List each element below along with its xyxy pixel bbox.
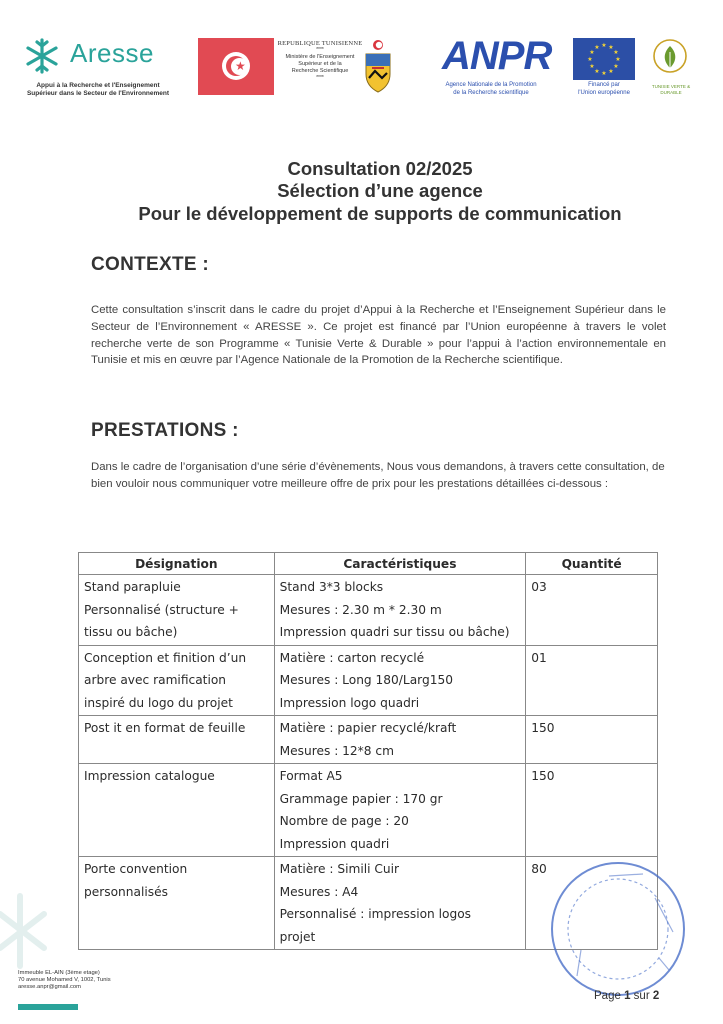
aresse-name: Aresse bbox=[70, 38, 154, 68]
caracteristique-line: Impression logo quadri bbox=[279, 695, 420, 710]
column-header-quantite: Quantité bbox=[526, 553, 658, 575]
ministry-line: Ministère de l'Enseignement bbox=[285, 54, 355, 60]
prestations-heading: PRESTATIONS : bbox=[91, 420, 239, 441]
caracteristique-line: Grammage papier : 170 gr bbox=[279, 791, 443, 806]
caracteristiques-cell bbox=[274, 575, 526, 646]
svg-text:★: ★ bbox=[608, 68, 614, 75]
contexte-paragraph: Cette consultation s’inscrit dans le cadre du projet d’Appui à la Recherche et l’Enseignement Supérieur dans le Secteur de l’Environnement « ARESSE ». Ce projet est financé par l’Union européenne à travers le volet recherche verte de son Programme « Tunisie Verte & Durable » pour l’appui à l’action environnementale en Tunisie et mis en œuvre par l’Agence Nationale de la Promotion de la Recherche scientifique. bbox=[91, 304, 666, 367]
svg-text:★: ★ bbox=[587, 56, 593, 63]
ministry-label bbox=[276, 40, 364, 82]
svg-text:★: ★ bbox=[594, 44, 600, 51]
svg-text:★: ★ bbox=[613, 63, 619, 70]
page-number bbox=[594, 990, 659, 1002]
page-separator: sur bbox=[633, 990, 650, 1002]
caracteristiques-cell bbox=[274, 645, 526, 716]
caracteristique-line: Stand 3*3 blocks bbox=[279, 580, 384, 594]
designation-line: Impression catalogue bbox=[84, 769, 215, 783]
anpr-caption-line: de la Recherche scientifique bbox=[453, 89, 529, 96]
consultation-subject: Sélection d’une agence bbox=[277, 180, 483, 201]
designation-cell bbox=[79, 764, 275, 857]
aresse-tagline bbox=[18, 82, 178, 97]
caracteristique-line: Format A5 bbox=[279, 769, 343, 783]
designation-line: Porte convention bbox=[84, 862, 188, 876]
designation-cell bbox=[79, 716, 275, 764]
designation-line: Post it en format de feuille bbox=[84, 721, 246, 735]
eu-caption-line: l'Union européenne bbox=[578, 89, 630, 96]
caracteristique-line: Personnalisé : impression logos bbox=[279, 907, 472, 921]
contact-email: aresse.anpr@gmail.com bbox=[18, 983, 81, 990]
designation-cell bbox=[79, 645, 275, 716]
official-stamp-icon bbox=[547, 858, 689, 1000]
svg-text:★: ★ bbox=[589, 63, 595, 70]
caracteristique-line: Mesures : 2.30 m * 2.30 m bbox=[279, 602, 442, 617]
quantite-cell: 150 bbox=[526, 764, 658, 857]
caracteristique-line: Mesures : 12*8 cm bbox=[279, 743, 394, 758]
contexte-heading: CONTEXTE : bbox=[91, 254, 210, 275]
caracteristique-line: Matière : Simili Cuir bbox=[279, 862, 400, 876]
caracteristiques-cell bbox=[274, 857, 526, 950]
page-current: 1 bbox=[624, 990, 631, 1002]
svg-text:★: ★ bbox=[601, 42, 607, 49]
designation-line: arbre avec ramification bbox=[84, 673, 227, 687]
designation-line: Stand parapluie bbox=[84, 580, 181, 594]
footer-address bbox=[18, 970, 111, 990]
designation-line: Personnalisé (structure + bbox=[84, 602, 239, 617]
consultation-number: Consultation 02/2025 bbox=[287, 158, 473, 179]
caracteristique-line: Mesures : A4 bbox=[279, 884, 359, 899]
caracteristique-line: projet bbox=[279, 929, 316, 944]
tunisia-flag-icon: ★ bbox=[198, 38, 274, 95]
svg-text:★: ★ bbox=[601, 70, 607, 77]
ministry-line: Recherche Scientifique bbox=[291, 68, 349, 74]
quantite-cell: 01 bbox=[526, 645, 658, 716]
anpr-logo-text: ANPR bbox=[442, 34, 552, 78]
column-header-caracteristiques: Caractéristiques bbox=[274, 553, 526, 575]
eu-flag-icon bbox=[573, 38, 635, 80]
table-row bbox=[79, 764, 658, 857]
address-line: 70 avenue Mohamed V, 1002, Tunis bbox=[18, 976, 111, 983]
designation-cell bbox=[79, 575, 275, 646]
anpr-logo bbox=[432, 34, 550, 100]
caracteristique-line: Nombre de page : 20 bbox=[279, 814, 409, 828]
svg-text:★: ★ bbox=[594, 68, 600, 75]
page-total: 2 bbox=[652, 990, 660, 1002]
column-header-designation: Désignation bbox=[79, 553, 275, 575]
caracteristiques-cell bbox=[274, 764, 526, 857]
eu-caption-line: Financé par bbox=[588, 82, 620, 88]
prestations-paragraph: Dans le cadre de l’organisation d’une série d’évènements, Nous vous demandons, à travers cette consultation, de bien vouloir nous communiquer votre meilleure offre de prix pour les prestations détaillées ci-dessous : bbox=[91, 461, 665, 490]
address-line: Immeuble EL-AIN (3ème etage) bbox=[18, 970, 100, 976]
svg-text:★: ★ bbox=[589, 49, 595, 56]
svg-text:★: ★ bbox=[608, 44, 614, 51]
footer-accent-bar bbox=[18, 1004, 78, 1010]
table-header-row bbox=[79, 553, 658, 575]
anpr-caption bbox=[432, 82, 550, 97]
table-row bbox=[79, 716, 658, 764]
republic-label: REPUBLIQUE TUNISIENNE bbox=[277, 40, 363, 47]
quantite-cell: 80 bbox=[526, 857, 658, 950]
quantite-cell: 150 bbox=[526, 716, 658, 764]
caracteristiques-cell bbox=[274, 716, 526, 764]
ministry-stars: **** bbox=[316, 75, 324, 81]
aresse-snowflake-icon bbox=[22, 36, 62, 76]
table-row bbox=[79, 645, 658, 716]
designation-line: Conception et finition d’un bbox=[84, 650, 247, 665]
coat-of-arms-icon bbox=[362, 38, 394, 96]
svg-text:★: ★ bbox=[613, 49, 619, 56]
designation-cell bbox=[79, 857, 275, 950]
designation-line: tissu ou bâche) bbox=[84, 625, 178, 639]
caracteristique-line: Matière : papier recyclé/kraft bbox=[279, 721, 457, 735]
ministry-line: Supérieur et de la bbox=[298, 61, 342, 67]
page-label: Page bbox=[594, 990, 621, 1002]
aresse-logo bbox=[18, 36, 178, 98]
aresse-tagline-line: Supérieur dans le Secteur de l'Environnement bbox=[26, 89, 170, 97]
consultation-purpose: Pour le développement de supports de communication bbox=[138, 203, 622, 224]
watermark-motif-icon bbox=[0, 886, 70, 976]
table-row bbox=[79, 575, 658, 646]
tvd-caption: TUNISIE VERTE & DURABLE bbox=[651, 84, 691, 95]
anpr-caption-line: Agence Nationale de la Promotion bbox=[445, 82, 537, 88]
svg-text:★: ★ bbox=[615, 56, 621, 63]
caracteristique-line: Mesures : Long 180/Larg150 bbox=[279, 673, 453, 687]
designation-line: personnalisés bbox=[84, 884, 168, 899]
quantite-cell: 03 bbox=[526, 575, 658, 646]
eu-caption bbox=[566, 82, 642, 97]
designation-line: inspiré du logo du projet bbox=[84, 695, 233, 710]
caracteristique-line: Impression quadri sur tissu ou bâche) bbox=[279, 625, 510, 639]
caracteristique-line: Matière : carton recyclé bbox=[279, 650, 425, 665]
aresse-tagline-line: Appui à la Recherche et l'Enseignement bbox=[36, 82, 160, 89]
ministry-stars: **** bbox=[316, 47, 324, 53]
caracteristique-line: Impression quadri bbox=[279, 836, 390, 851]
